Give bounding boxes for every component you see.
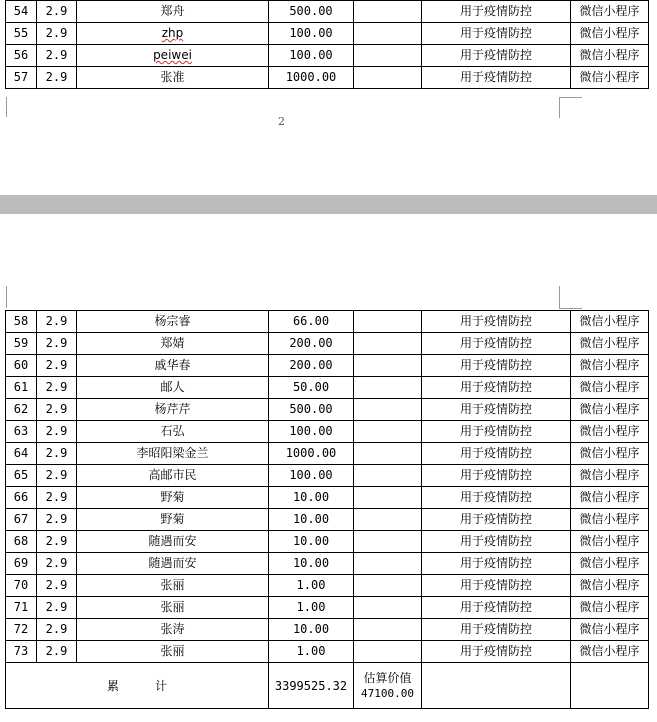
donation-purpose: 用于疫情防控: [422, 597, 571, 619]
donation-purpose: 用于疫情防控: [422, 333, 571, 355]
blank-cell: [354, 641, 422, 663]
donor-name: 杨芹芹: [77, 399, 269, 421]
donation-amount: 100.00: [269, 45, 354, 67]
donation-amount: 100.00: [269, 465, 354, 487]
donation-source: 微信小程序: [571, 443, 649, 465]
blank-cell: [354, 575, 422, 597]
donation-source: 微信小程序: [571, 23, 649, 45]
donation-source: 微信小程序: [571, 553, 649, 575]
total-amount: 3399525.32: [269, 663, 354, 709]
blank-cell: [354, 443, 422, 465]
row-date: 2.9: [37, 67, 77, 89]
donation-source: 微信小程序: [571, 45, 649, 67]
row-number: 57: [6, 67, 37, 89]
donation-source: 微信小程序: [571, 333, 649, 355]
donation-purpose: 用于疫情防控: [422, 641, 571, 663]
donation-source: 微信小程序: [571, 487, 649, 509]
row-number: 56: [6, 45, 37, 67]
donation-purpose: 用于疫情防控: [422, 421, 571, 443]
donation-source: 微信小程序: [571, 575, 649, 597]
donation-purpose: 用于疫情防控: [422, 311, 571, 333]
blank-cell: [354, 465, 422, 487]
row-date: 2.9: [37, 509, 77, 531]
row-number: 65: [6, 465, 37, 487]
donation-amount: 100.00: [269, 421, 354, 443]
row-date: 2.9: [37, 443, 77, 465]
donation-amount: 500.00: [269, 1, 354, 23]
donation-amount: 200.00: [269, 333, 354, 355]
margin-corner-mark: [6, 97, 21, 117]
donation-amount: 1000.00: [269, 67, 354, 89]
donor-name: 野菊: [77, 509, 269, 531]
donor-name: 张丽: [77, 575, 269, 597]
page-2-bottom: [0, 0, 657, 195]
donation-purpose: 用于疫情防控: [422, 443, 571, 465]
donation-source: 微信小程序: [571, 399, 649, 421]
table-row: [6, 619, 649, 641]
blank-cell: [354, 487, 422, 509]
donation-amount: 66.00: [269, 311, 354, 333]
donation-source: 微信小程序: [571, 465, 649, 487]
row-number: 68: [6, 531, 37, 553]
margin-corner-mark: [559, 286, 582, 309]
donation-amount: 10.00: [269, 487, 354, 509]
donation-amount: 100.00: [269, 23, 354, 45]
row-date: 2.9: [37, 465, 77, 487]
table-row: [6, 553, 649, 575]
donation-purpose: 用于疫情防控: [422, 465, 571, 487]
row-date: 2.9: [37, 311, 77, 333]
row-number: 59: [6, 333, 37, 355]
table-row: [6, 333, 649, 355]
donation-amount: 500.00: [269, 399, 354, 421]
donor-name: 野菊: [77, 487, 269, 509]
row-number: 71: [6, 597, 37, 619]
donation-amount: 1.00: [269, 641, 354, 663]
donation-amount: 10.00: [269, 509, 354, 531]
row-number: 63: [6, 421, 37, 443]
donation-table-page-3: [5, 310, 649, 709]
row-number: 58: [6, 311, 37, 333]
table-row: [6, 23, 649, 45]
table-row: [6, 465, 649, 487]
donation-purpose: 用于疫情防控: [422, 355, 571, 377]
blank-cell: [354, 67, 422, 89]
donation-purpose: 用于疫情防控: [422, 399, 571, 421]
blank-cell: [354, 1, 422, 23]
total-label-cell: [6, 663, 269, 709]
donation-source: 微信小程序: [571, 377, 649, 399]
row-number: 62: [6, 399, 37, 421]
donation-purpose: 用于疫情防控: [422, 45, 571, 67]
total-row: [6, 663, 649, 709]
donor-name: 高邮市民: [77, 465, 269, 487]
donation-source: 微信小程序: [571, 355, 649, 377]
row-number: 72: [6, 619, 37, 641]
blank-cell: [354, 509, 422, 531]
spellcheck-underline: zhp: [161, 26, 184, 40]
row-date: 2.9: [37, 377, 77, 399]
page-3-top: [0, 214, 657, 722]
row-number: 61: [6, 377, 37, 399]
donor-name: [77, 45, 269, 67]
blank-cell: [354, 311, 422, 333]
table-row: [6, 67, 649, 89]
table-row: [6, 355, 649, 377]
donation-amount: 1.00: [269, 575, 354, 597]
donation-table-page-2: [5, 0, 649, 89]
donor-name: 郑舟: [77, 1, 269, 23]
blank-cell: [354, 553, 422, 575]
blank-cell: [354, 23, 422, 45]
donation-purpose: 用于疫情防控: [422, 531, 571, 553]
blank-cell: [354, 421, 422, 443]
row-date: 2.9: [37, 421, 77, 443]
donation-source: 微信小程序: [571, 1, 649, 23]
estimate-label: 估算价值: [363, 670, 412, 685]
table-row: [6, 311, 649, 333]
table-row: [6, 487, 649, 509]
donation-amount: 10.00: [269, 553, 354, 575]
donor-name: 郑婧: [77, 333, 269, 355]
estimate-value: 47100.00: [361, 686, 414, 700]
table-row: [6, 399, 649, 421]
table-row: [6, 597, 649, 619]
donor-name: 张丽: [77, 597, 269, 619]
table-row: [6, 1, 649, 23]
row-date: 2.9: [37, 1, 77, 23]
row-date: 2.9: [37, 619, 77, 641]
blank-cell: [354, 45, 422, 67]
donation-source: 微信小程序: [571, 509, 649, 531]
donor-name: 石弘: [77, 421, 269, 443]
donor-name: 张丽: [77, 641, 269, 663]
donation-purpose: 用于疫情防控: [422, 487, 571, 509]
blank-cell: [354, 597, 422, 619]
blank-cell: [354, 355, 422, 377]
donation-purpose: 用于疫情防控: [422, 509, 571, 531]
donation-amount: 1.00: [269, 597, 354, 619]
blank-cell: [354, 619, 422, 641]
donation-source: 微信小程序: [571, 641, 649, 663]
donation-purpose: 用于疫情防控: [422, 575, 571, 597]
row-date: 2.9: [37, 531, 77, 553]
row-number: 66: [6, 487, 37, 509]
donation-amount: 1000.00: [269, 443, 354, 465]
table-row: [6, 641, 649, 663]
row-date: 2.9: [37, 487, 77, 509]
donor-name: [77, 23, 269, 45]
donor-name: 张涛: [77, 619, 269, 641]
donation-amount: 10.00: [269, 619, 354, 641]
table-row: [6, 575, 649, 597]
table-row: [6, 45, 649, 67]
row-number: 64: [6, 443, 37, 465]
row-number: 70: [6, 575, 37, 597]
row-number: 67: [6, 509, 37, 531]
row-date: 2.9: [37, 333, 77, 355]
donation-amount: 200.00: [269, 355, 354, 377]
donation-purpose: 用于疫情防控: [422, 1, 571, 23]
total-purpose-cell: [422, 663, 571, 709]
row-date: 2.9: [37, 641, 77, 663]
total-source-cell: [571, 663, 649, 709]
row-number: 73: [6, 641, 37, 663]
donation-source: 微信小程序: [571, 531, 649, 553]
donor-name: 随遇而安: [77, 553, 269, 575]
donation-purpose: 用于疫情防控: [422, 377, 571, 399]
donation-source: 微信小程序: [571, 597, 649, 619]
row-date: 2.9: [37, 399, 77, 421]
blank-cell: [354, 377, 422, 399]
donation-amount: 10.00: [269, 531, 354, 553]
donor-name: 张准: [77, 67, 269, 89]
row-date: 2.9: [37, 597, 77, 619]
donation-purpose: 用于疫情防控: [422, 619, 571, 641]
donation-source: 微信小程序: [571, 311, 649, 333]
table-row: [6, 377, 649, 399]
spellcheck-underline: peiwei: [153, 48, 192, 62]
row-number: 55: [6, 23, 37, 45]
blank-cell: [354, 333, 422, 355]
donor-name: 戚华春: [77, 355, 269, 377]
total-label: 累计: [106, 678, 203, 693]
row-date: 2.9: [37, 23, 77, 45]
donation-purpose: 用于疫情防控: [422, 553, 571, 575]
row-number: 60: [6, 355, 37, 377]
table-row: [6, 421, 649, 443]
donation-amount: 50.00: [269, 377, 354, 399]
page-separator: [0, 195, 657, 214]
row-date: 2.9: [37, 575, 77, 597]
donation-source: 微信小程序: [571, 619, 649, 641]
row-number: 54: [6, 1, 37, 23]
row-date: 2.9: [37, 45, 77, 67]
donation-purpose: 用于疫情防控: [422, 23, 571, 45]
margin-corner-mark: [6, 286, 21, 308]
table-row: [6, 509, 649, 531]
donor-name: 李昭阳梁金兰: [77, 443, 269, 465]
donation-purpose: 用于疫情防控: [422, 67, 571, 89]
table-row: [6, 531, 649, 553]
estimate-cell: [354, 663, 422, 709]
row-date: 2.9: [37, 553, 77, 575]
table-row: [6, 443, 649, 465]
blank-cell: [354, 531, 422, 553]
donation-source: 微信小程序: [571, 67, 649, 89]
donation-source: 微信小程序: [571, 421, 649, 443]
donor-name: 随遇而安: [77, 531, 269, 553]
row-date: 2.9: [37, 355, 77, 377]
row-number: 69: [6, 553, 37, 575]
donor-name: 杨宗睿: [77, 311, 269, 333]
page-number: 2: [278, 115, 285, 128]
blank-cell: [354, 399, 422, 421]
margin-corner-mark: [559, 97, 582, 118]
donor-name: 邮人: [77, 377, 269, 399]
